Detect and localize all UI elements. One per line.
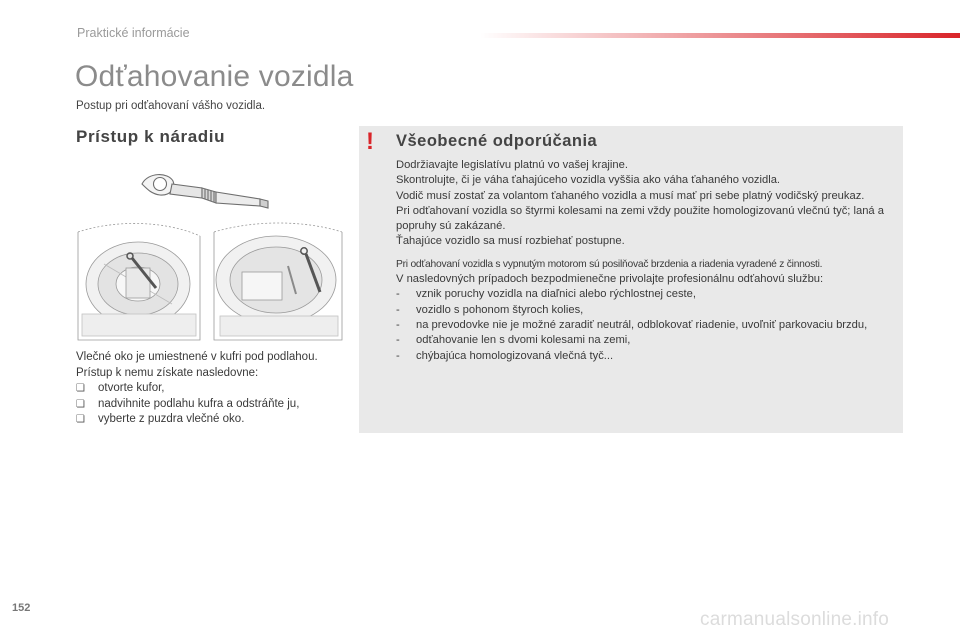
checkbox-bullet-icon: ❏ [76,414,85,425]
case-text: odťahovanie len s dvomi kolesami na zemi, [416,334,631,347]
recommendation-paragraph: Pri odťahovaní vozidla so štyrmi kolesami na zemi vždy použite homologizovanú vlečnú tyč; laná a popruhy sú zakázané. [396,204,884,233]
case-item [396,349,898,364]
step-text: nadvihnite podlahu kufra a odstráňte ju, [98,397,300,410]
step-item [76,412,351,428]
watermark: carmanualsonline.info [700,609,890,630]
tool-access-text [76,350,351,428]
service-intro: V nasledovných prípadoch bezpodmienečne privolajte profesionálnu odťahovú službu: [396,273,824,286]
case-item [396,287,898,302]
step-text: vyberte z puzdra vlečné oko. [98,413,245,425]
page-number: 152 [12,602,31,614]
case-item [396,303,898,318]
recommendation-paragraph: Ťahajúce vozidlo sa musí rozbiehať postupne. [396,235,625,248]
header-accent-bar [480,33,960,38]
case-text: na prevodovke nie je možné zaradiť neutrál, odblokovať riadenie, uvoľniť parkovaciu brzdu, [416,318,868,331]
tool-access-intro-1: Vlečné oko je umiestnené v kufri pod podlahou. [76,351,318,363]
engine-off-note: Pri odťahovaní vozidla s vypnutým motorom sú posilňovač brzdenia a riadenia vyradené z činnosti. [396,258,823,270]
recommendations-text [396,158,898,364]
towing-eye-icon [142,175,268,208]
tool-access-intro-2: Prístup k nemu získate nasledovne: [76,366,259,379]
step-text: otvorte kufor, [98,382,165,394]
towing-eye-illustration [74,168,346,342]
case-item [396,318,898,333]
page-subtitle: Postup pri odťahovaní vášho vozidla. [76,100,266,112]
tool-access-heading: Prístup k náradiu [76,127,226,146]
checkbox-bullet-icon: ❏ [76,398,85,410]
checkbox-bullet-icon: ❏ [76,383,85,394]
trunk-view-right [214,223,342,340]
step-item [76,381,351,397]
case-item [396,333,898,348]
dash-bullet-icon: - [396,318,400,331]
case-text: chýbajúca homologizovaná vlečná tyč... [416,349,614,362]
recommendations-heading: Všeobecné odporúčania [396,132,598,150]
recommendation-paragraph: Dodržiavajte legislatívu platnú vo vašej krajine. [396,159,628,171]
dash-bullet-icon: - [396,334,400,347]
dash-bullet-icon: - [396,303,400,316]
dash-bullet-icon: - [396,288,400,301]
step-item [76,397,351,413]
case-text: vozidlo s pohonom štyroch kolies, [416,303,584,316]
dash-bullet-icon: - [396,349,400,362]
page-title: Odťahovanie vozidla [75,60,354,93]
case-text: vznik poruchy vozidla na diaľnici alebo rýchlostnej ceste, [416,288,696,301]
recommendation-paragraph: Vodič musí zostať za volantom ťahaného vozidla a musí mať pri sebe platný vodičský preukaz. [396,189,865,202]
warning-exclamation-icon: ! [366,128,374,155]
recommendation-paragraph: Skontrolujte, či je váha ťahajúceho vozidla vyššia ako váha ťahaného vozidla. [396,174,781,187]
trunk-view-left [78,223,200,340]
section-label: Praktické informácie [77,26,190,40]
